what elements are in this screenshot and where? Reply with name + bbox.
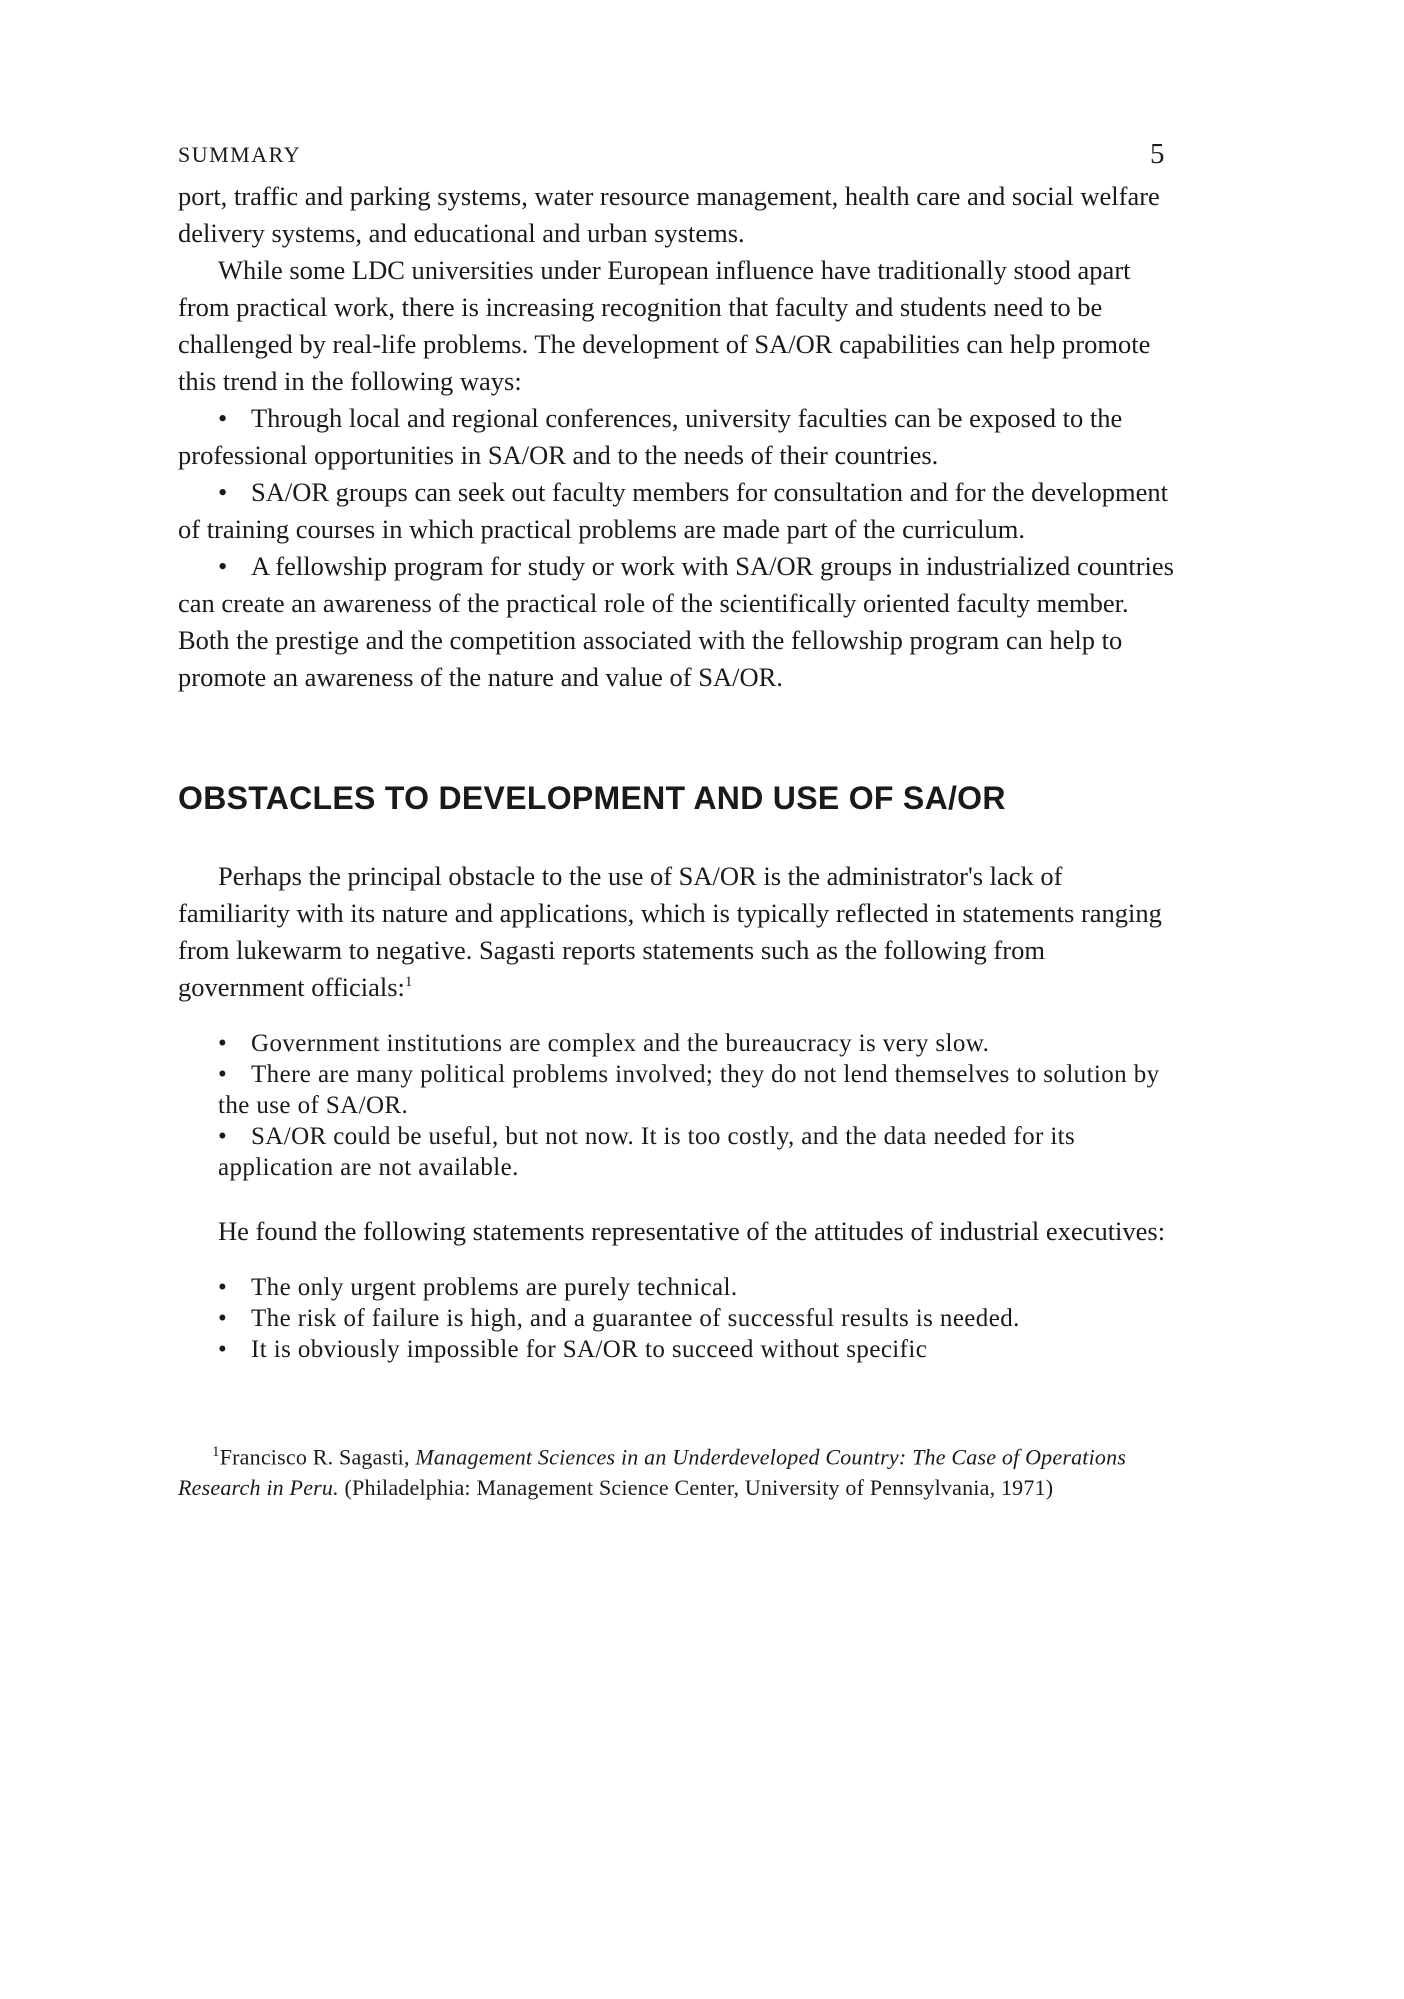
government-statement-text: Government institutions are complex and the bureaucracy is very slow.	[251, 1030, 990, 1057]
government-statement	[178, 1059, 1178, 1121]
footnote-mark: 1	[212, 1444, 220, 1460]
intro-paragraph-2: While some LDC universities under European influence have traditionally stood apart from practical work, there is increasing recognition that faculty and students need to be challenged by real-life problems. The development of SA/OR capabilities can help promote this trend in the following ways:	[178, 255, 1151, 396]
bullet-icon: •	[218, 551, 228, 581]
section-paragraph-2: He found the following statements representative of the attitudes of industrial executives:	[218, 1216, 1166, 1246]
footnote-reference: 1	[404, 974, 413, 991]
ways-list	[178, 400, 1178, 696]
bullet-icon: •	[218, 1030, 228, 1057]
section-heading: OBSTACLES TO DEVELOPMENT AND USE OF SA/OR	[178, 780, 1006, 816]
bullet-icon: •	[218, 1336, 228, 1363]
bullet-icon: •	[218, 1274, 228, 1301]
executive-statements-list	[178, 1272, 1178, 1365]
body-text	[178, 178, 1178, 1503]
government-statement	[178, 1028, 1178, 1059]
footnote-title: Management Sciences in an Underdeveloped Country: The Case of Operations Research in Peru.	[178, 1444, 1127, 1501]
executive-statement-text: It is obviously impossible for SA/OR to succeed without specific	[251, 1336, 928, 1363]
government-statement-text: SA/OR could be useful, but not now. It is too costly, and the data needed for its application are not available.	[218, 1123, 1076, 1181]
bullet-icon: •	[218, 477, 228, 507]
bullet-icon: •	[218, 1123, 228, 1150]
ways-list-item	[178, 474, 1178, 548]
government-statement	[178, 1121, 1178, 1183]
bullet-icon: •	[218, 1305, 228, 1332]
section-paragraph-1-text: Perhaps the principal obstacle to the use of SA/OR is the administrator's lack of familiarity with its nature and applications, which is typically reflected in statements ranging from lukewarm to negative. Sagasti reports statements such as the following from government officials:	[178, 861, 1162, 1002]
government-statement-text: There are many political problems involved; they do not lend themselves to solution by the use of SA/OR.	[218, 1061, 1160, 1119]
executive-statement-text: The risk of failure is high, and a guarantee of successful results is needed.	[251, 1305, 1020, 1332]
intro-paragraph-1: port, traffic and parking systems, water resource management, health care and social welfare delivery systems, and educational and urban systems.	[178, 181, 1160, 248]
ways-list-item	[178, 400, 1178, 474]
executive-statement	[178, 1303, 1178, 1334]
section-paragraph-1	[178, 858, 1178, 1006]
bullet-icon: •	[218, 403, 228, 433]
page-number: 5	[1150, 138, 1166, 170]
footnote-publication: (Philadelphia: Management Science Center, University of Pennsylvania, 1971)	[344, 1475, 1054, 1501]
footnote	[178, 1437, 1178, 1503]
ways-item-text: A fellowship program for study or work with SA/OR groups in industrialized countries can create an awareness of the practical role of the scientifically oriented faculty member. Both the prestige and the competition associated with the fellowship program can help to promote an awareness of the nature and value of SA/OR.	[178, 551, 1174, 692]
ways-list-item	[178, 548, 1178, 696]
executive-statement	[178, 1334, 1178, 1365]
ways-item-text: Through local and regional conferences, university faculties can be exposed to the professional opportunities in SA/OR and to the needs of their countries.	[178, 403, 1123, 470]
executive-statement	[178, 1272, 1178, 1303]
running-head-title: SUMMARY	[178, 142, 301, 167]
ways-item-text: SA/OR groups can seek out faculty members for consultation and for the development of training courses in which practical problems are made part of the curriculum.	[178, 477, 1168, 544]
footnote-author: Francisco R. Sagasti,	[219, 1444, 410, 1470]
bullet-icon: •	[218, 1061, 228, 1088]
executive-statement-text: The only urgent problems are purely technical.	[251, 1274, 738, 1301]
running-head	[178, 138, 1178, 178]
page	[178, 138, 1178, 1503]
government-statements-list	[178, 1028, 1178, 1183]
